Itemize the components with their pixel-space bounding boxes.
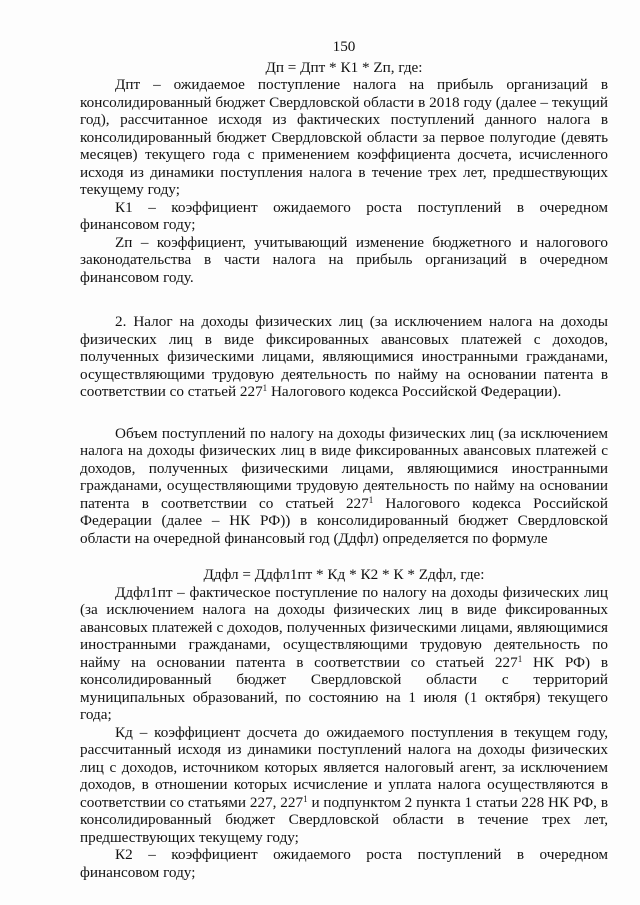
definition-k1: К1 – коэффициент ожидаемого роста поступлений в очередном финансовом году; xyxy=(80,198,608,233)
definition-ddfl1pt: Ддфл1пт – фактическое поступление по налогу на доходы физических лиц (за исключением налога на доходы физических лиц в виде фиксированных авансовых платежей с доходов, полученных физическими лицами, являющимися иностранными гражданами, осуществляющими трудовую деятельность по найму на основании патента в соответствии со статьей $227^1$ НК РФ) в консолидированный бюджет Свердловской области с территорий муниципальных образований, по состоянию на 1 июля (1 октября) текущего года; xyxy=(80,583,609,723)
volume-paragraph: Объем поступлений по налогу на доходы физических лиц (за исключением налога на доходы физических лиц в виде фиксированных авансовых платежей с доходов, полученных физическими лицами, являющимися иностранными гражданами, осуществляющими трудовую деятельность по найму на основании патента в соответствии со статьей $227^1$ Налогового кодекса Российской Федерации (далее – НК РФ)) в консолидированный бюджет Свердловской области на очередной финансовый год (Ддфл) определяется по формуле xyxy=(80,424,608,547)
formula-personal-income-tax: Ддфл = Ддфл1пт * Кд * К2 * К * Zдфл, где: xyxy=(203,566,485,583)
page-number: 150 xyxy=(332,38,356,55)
formula-profit-tax: Дп = Дпт * К1 * Zп, где: xyxy=(265,58,423,76)
definition-dpt: Дпт – ожидаемое поступление налога на прибыль организаций в консолидированный бюджет Свердловской области в 2018 году (далее – текущий год), рассчитанное исходя из фактических поступлений данного налога в консолидированный бюджет Свердловской области за первое полугодие (девять месяцев) текущего года с применением коэффициента досчета, исчисленного исходя из динамики поступления налога в течение трех лет, предшествующих текущему году; xyxy=(80,76,608,198)
definition-zp: Zп – коэффициент, учитывающий изменение бюджетного и налогового законодательства в части налога на прибыль организаций в очередном финансовом году. xyxy=(80,233,608,286)
definition-kd: Кд – коэффициент досчета до ожидаемого поступления в текущем году, рассчитанный исходя из динамики поступлений налога на доходы физических лиц с доходов, источником которых является налоговый агент, за исключением доходов, в отношении которых исчисление и уплата налога осуществляются в соответствии со статьями 227, $227^1$ и подпунктом 2 пункта 1 статьи 228 НК РФ, в консолидированный бюджет Свердловской области в течение трех лет, предшествующих текущему году; xyxy=(80,723,608,846)
definition-k2: К2 – коэффициент ожидаемого роста поступлений в очередном финансовом году; xyxy=(80,846,608,881)
section-2-heading: 2. Налог на доходы физических лиц (за исключением налога на доходы физических лиц в виде фиксированных авансовых платежей с доходов, полученных физическими лицами, являющимися иностранными гражданами, осуществляющими трудовую деятельность по найму на основании патента в соответствии со статьей $227^1$ Налогового кодекса Российской Федерации). xyxy=(80,313,608,400)
